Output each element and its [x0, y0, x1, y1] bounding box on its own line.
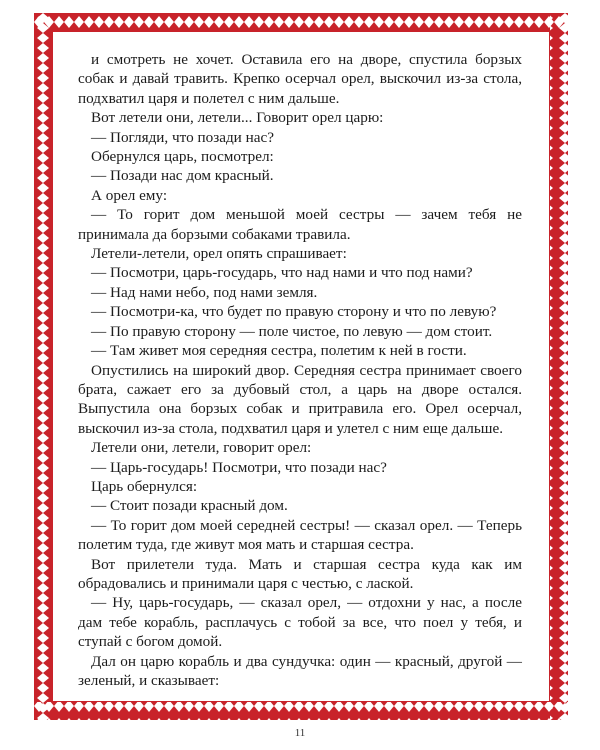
paragraph: Летели они, летели, говорит орел:: [91, 439, 312, 457]
paragraph: — Там живет моя середняя сестра, полетим к ней в гости.: [91, 342, 467, 360]
paragraph: — По правую сторону — поле чистое, по левую — дом стоит.: [91, 322, 493, 340]
paragraph: А орел ему:: [91, 186, 168, 204]
story-text: [78, 50, 522, 690]
paragraph: — Над нами небо, под нами земля.: [91, 283, 318, 301]
paragraph: Вот прилетели туда. Мать и старшая сестра куда как им обрадовались и принимали царя с честью, с лаской.: [78, 555, 522, 592]
paragraph: — Царь-государь! Посмотри, что позади нас?: [91, 458, 387, 476]
paragraph: — Посмотри, царь-государь, что над нами и что под нами?: [91, 264, 473, 282]
paragraph: — Погляди, что позади нас?: [91, 128, 274, 146]
paragraph: Вот летели они, летели... Говорит орел царю:: [91, 109, 384, 127]
paragraph: — Позади нас дом красный.: [91, 167, 274, 185]
paragraph: Дал он царю корабль и два сундучка: один — красный, другой — зеленый, и сказывает:: [78, 652, 522, 689]
paragraph: — То горит дом моей середней сестры! — сказал орел. — Теперь полетим туда, где живут моя мать и старшая сестра.: [78, 516, 522, 554]
paragraph: — То горит дом меньшой моей сестры — зачем тебя не принимала да борзыми собаками травила.: [78, 206, 522, 243]
paragraph: Обернулся царь, посмотрел:: [91, 148, 274, 166]
paragraph: Опустились на широкий двор. Середняя сестра принимает своего брата, сажает его за дубовый стол, а царь на дворе остался. Выпустила она борзых собак и притравила его. Орел осерчал, выскочил из-за стола, подхватил царя и улетел с ним еще дальше.: [78, 361, 522, 437]
page-number: 11: [294, 727, 306, 739]
paragraph: — Посмотри-ка, что будет по правую сторону и что по левую?: [91, 303, 497, 321]
paragraph: — Стоит позади красный дом.: [91, 497, 288, 515]
paragraph: Царь обернулся:: [91, 477, 198, 495]
paragraph: и смотреть не хочет. Оставила его на дворе, спустила борзых собак и давай травить. Крепко осерчал орел, выскочил из-за стола, подхватил царя и полетел с ним дальше.: [78, 51, 522, 107]
paragraph: — Ну, царь-государь, — сказал орел, — отдохни у нас, а после дам тебе корабль, расплачусь с тобой за все, что поел у тебя, и ступай с богом домой.: [78, 594, 522, 651]
paragraph: Летели-летели, орел опять спрашивает:: [91, 245, 347, 263]
